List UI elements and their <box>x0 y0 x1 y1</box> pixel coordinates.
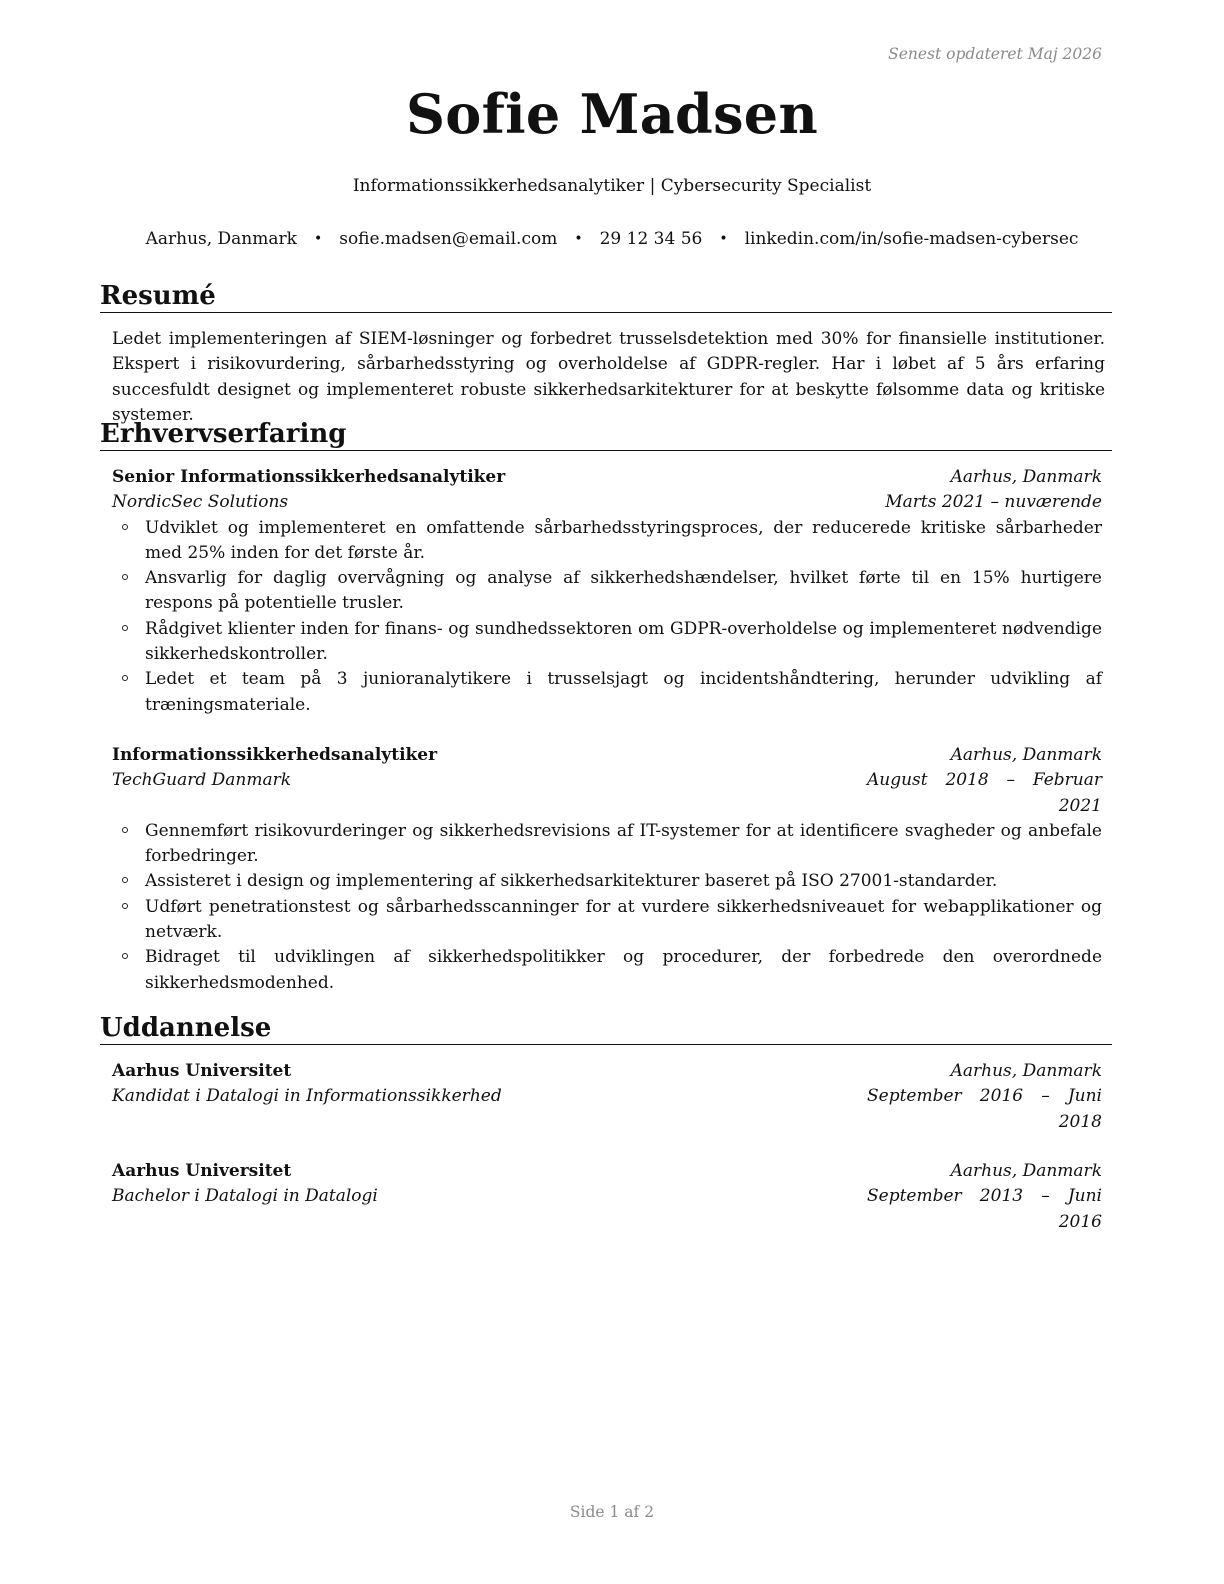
bullet-text: Ledet et team på 3 junioranalytikere i trusselsjagt og incidentshåndtering, herunder udvikling af træningsmateriale. <box>145 669 1102 715</box>
job-company: NordicSec Solutions <box>112 492 289 513</box>
last-updated: Senest opdateret Maj 2026 <box>888 45 1102 63</box>
bullet-text: Udviklet og implementeret en omfattende sårbarhedsstyringsproces, der reducerede kritiske sårbarheder med 25% inden for det første år. <box>145 517 1102 563</box>
contact-email[interactable]: sofie.madsen@email.com <box>339 229 558 249</box>
job-role: Informationssikkerhedsanalytiker <box>112 745 438 765</box>
page-number: Side 1 af 2 <box>569 1503 655 1521</box>
list-item <box>112 869 1102 894</box>
education-location: Aarhus, Danmark <box>950 1061 1102 1081</box>
circle-bullet-icon <box>122 877 128 883</box>
education-entry <box>112 1059 1102 1135</box>
contact-linkedin[interactable]: linkedin.com/in/sofie-madsen-cybersec <box>744 229 1079 249</box>
circle-bullet-icon <box>122 675 128 681</box>
education-degree: Bachelor i Datalogi in Datalogi <box>112 1186 378 1207</box>
circle-bullet-icon <box>122 903 128 909</box>
section-title-summary: Resumé <box>100 281 1112 313</box>
list-item <box>112 617 1102 668</box>
contact-phone: 29 12 34 56 <box>599 229 703 249</box>
job-dates: Marts 2021 – nuværende <box>885 492 1102 513</box>
bullet-text: Assisteret i design og implementering af sikkerhedsarkitekturer baseret på ISO 27001-standarder. <box>145 871 998 892</box>
list-item <box>112 895 1102 946</box>
job-location: Aarhus, Danmark <box>950 467 1102 487</box>
list-item <box>112 566 1102 617</box>
section-title-education: Uddannelse <box>100 1013 1112 1045</box>
bullet-text: Udført penetrationstest og sårbarhedsscanninger for at vurdere sikkerhedsniveauet for webapplikationer og netværk. <box>145 896 1102 943</box>
job-role: Senior Informationssikkerhedsanalytiker <box>112 467 506 487</box>
list-item <box>112 516 1102 567</box>
education-dates: September 2016 – Juni 2018 <box>867 1086 1102 1132</box>
list-item <box>112 945 1102 996</box>
job-entry <box>112 465 1102 718</box>
list-item <box>112 667 1102 718</box>
job-bullet-list <box>112 819 1102 996</box>
headline: Informationssikkerhedsanalytiker | Cybersecurity Specialist <box>352 176 872 196</box>
bullet-text: Bidraget til udviklingen af sikkerhedspolitikker og procedurer, der forbedrede den overordnede sikkerhedsmodenhed. <box>145 947 1102 993</box>
education-school: Aarhus Universitet <box>112 1161 292 1181</box>
circle-bullet-icon <box>122 827 128 833</box>
bullet-text: Rådgivet klienter inden for finans- og sundhedssektoren om GDPR-overholdelse og implementeret nødvendige sikkerhedskontroller. <box>145 618 1102 665</box>
bullet-text: Ansvarlig for daglig overvågning og analyse af sikkerhedshændelser, hvilket førte til en 15% hurtigere respons på potentielle trusler. <box>145 568 1102 614</box>
circle-bullet-icon <box>122 625 128 631</box>
job-dates: August 2018 – Februar 2021 <box>867 770 1102 816</box>
contact-separator: • <box>719 231 728 247</box>
summary-text: Ledet implementeringen af SIEM-løsninger og forbedret trusselsdetektion med 30% for finansielle institutioner. Ekspert i risikovurdering, sårbarhedsstyring og overholdelse af GDPR-regler. Har i løbet af 5 års erfaring succesfuldt designet og implementeret robuste sikkerhedsarkitekturer for at beskytte følsomme data og kritiske systemer. <box>112 329 1105 425</box>
education-location: Aarhus, Danmark <box>950 1161 1102 1181</box>
circle-bullet-icon <box>122 953 128 959</box>
education-dates: September 2013 – Juni 2016 <box>867 1186 1102 1232</box>
list-item <box>112 819 1102 870</box>
job-location: Aarhus, Danmark <box>950 745 1102 765</box>
bullet-text: Gennemført risikovurderinger og sikkerhedsrevisions af IT-systemer for at identificere svagheder og anbefale forbedringer. <box>145 820 1102 867</box>
circle-bullet-icon <box>122 574 128 580</box>
circle-bullet-icon <box>122 524 128 530</box>
contact-line <box>0 229 1224 249</box>
job-company: TechGuard Danmark <box>112 770 292 791</box>
contact-separator: • <box>313 231 323 247</box>
education-entry <box>112 1159 1102 1235</box>
candidate-name: Sofie Madsen <box>405 82 819 146</box>
education-school: Aarhus Universitet <box>112 1061 292 1081</box>
job-bullet-list <box>112 516 1102 718</box>
job-entry <box>112 743 1102 996</box>
education-degree: Kandidat i Datalogi in Informationssikkerhed <box>112 1086 502 1107</box>
contact-separator: • <box>574 231 583 247</box>
section-title-experience: Erhvervserfaring <box>100 419 1112 451</box>
contact-location: Aarhus, Danmark <box>145 229 297 249</box>
